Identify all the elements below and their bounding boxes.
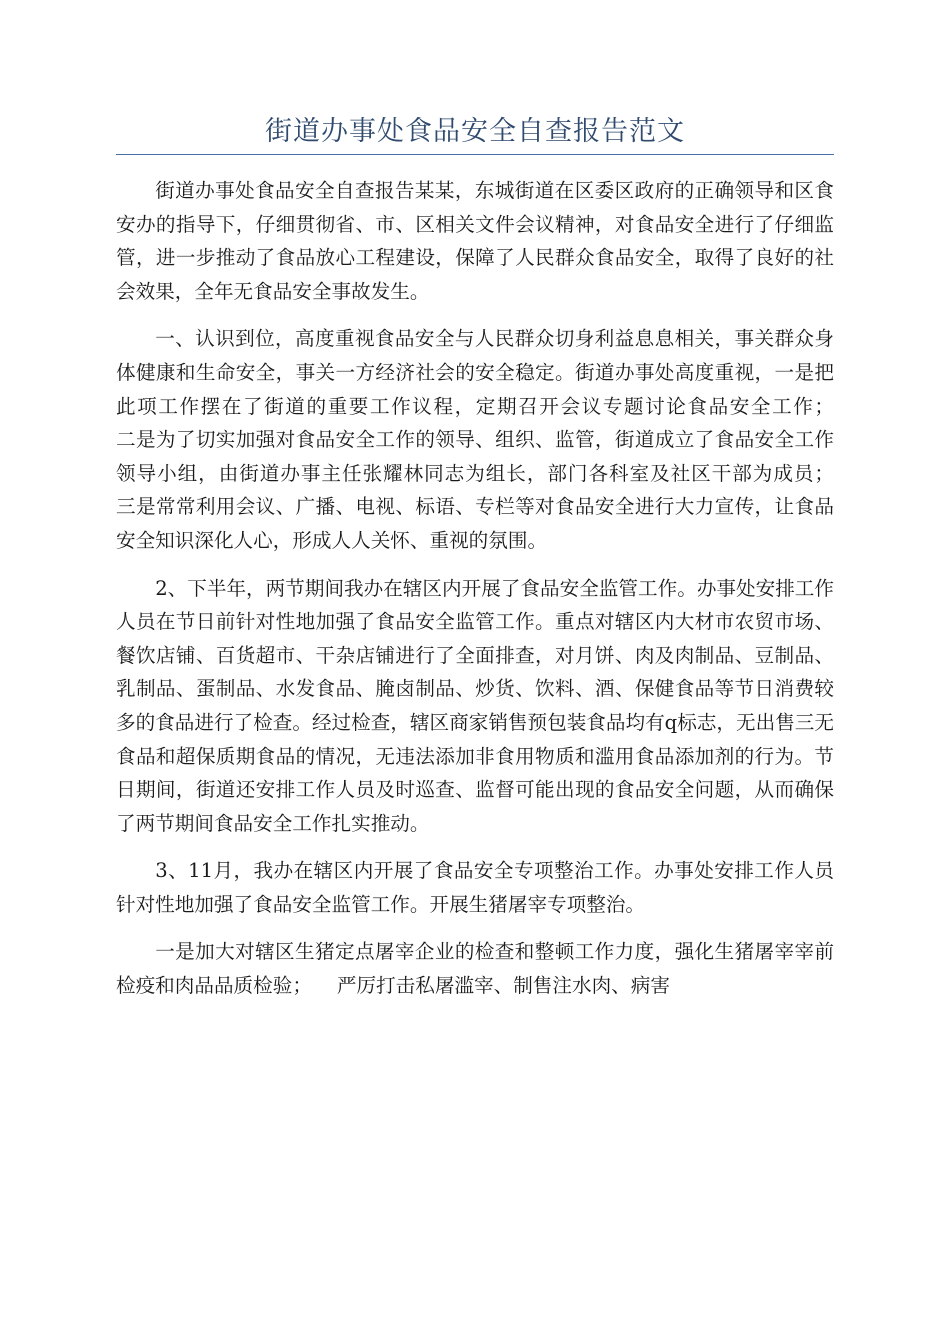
paragraph-section-2: 2、下半年，两节期间我办在辖区内开展了食品安全监管工作。办事处安排工作人员在节日前针对性地加强了食品安全监管工作。重点对辖区内大材市农贸市场、餐饮店铺、百货超市、干杂店铺进行了全面排查，对月饼、肉及肉制品、豆制品、乳制品、蛋制品、水发食品、腌卤制品、炒货、饮料、酒、保健食品等节日消费较多的食品进行了检查。经过检查，辖区商家销售预包装食品均有q标志，无出售三无食品和超保质期食品的情况，无违法添加非食用物质和滥用食品添加剂的行为。节日期间，街道还安排工作人员及时巡查、监督可能出现的食品安全问题，从而确保了两节期间食品安全工作扎实推动。 [116, 576, 834, 835]
title-underline [116, 154, 834, 155]
paragraph-intro: 街道办事处食品安全自查报告某某，东城街道在区委区政府的正确领导和区食安办的指导下，仔细贯彻省、市、区相关文件会议精神，对食品安全进行了仔细监管，进一步推动了食品放心工程建设，保障了人民群众食品安全，取得了良好的社会效果，全年无食品安全事故发生。 [116, 179, 834, 303]
paragraph-section-1: 一、认识到位，高度重视食品安全与人民群众切身利益息息相关，事关群众身体健康和生命安全，事关一方经济社会的安全稳定。街道办事处高度重视，一是把此项工作摆在了街道的重要工作议程，定期召开会议专题讨论食品安全工作； 二是为了切实加强对食品安全工作的领导、组织、监管，街道成立了食品安全工作领导小组，由街道办事主任张耀林同志为组长，部门各科室及社区干部为成员； 三是常常利用会议、广播、电视、标语、专栏等对食品安全进行大力宣传，让食品安全知识深化人心，形成人人关怀、重视的氛围。 [116, 327, 872, 552]
document-title: 街道办事处食品安全自查报告范文 [265, 116, 685, 147]
document-body [116, 174, 872, 1017]
paragraph-section-3: 3、11月，我办在辖区内开展了食品安全专项整治工作。办事处安排工作人员针对性地加强了食品安全监管工作。开展生猪屠宰专项整治。 [116, 859, 834, 916]
paragraph-section-3-item-1: 一是加大对辖区生猪定点屠宰企业的检查和整顿工作力度，强化生猪屠宰宰前检疫和肉品品质检验； 严厉打击私屠滥宰、制售注水肉、病害 [116, 940, 834, 998]
